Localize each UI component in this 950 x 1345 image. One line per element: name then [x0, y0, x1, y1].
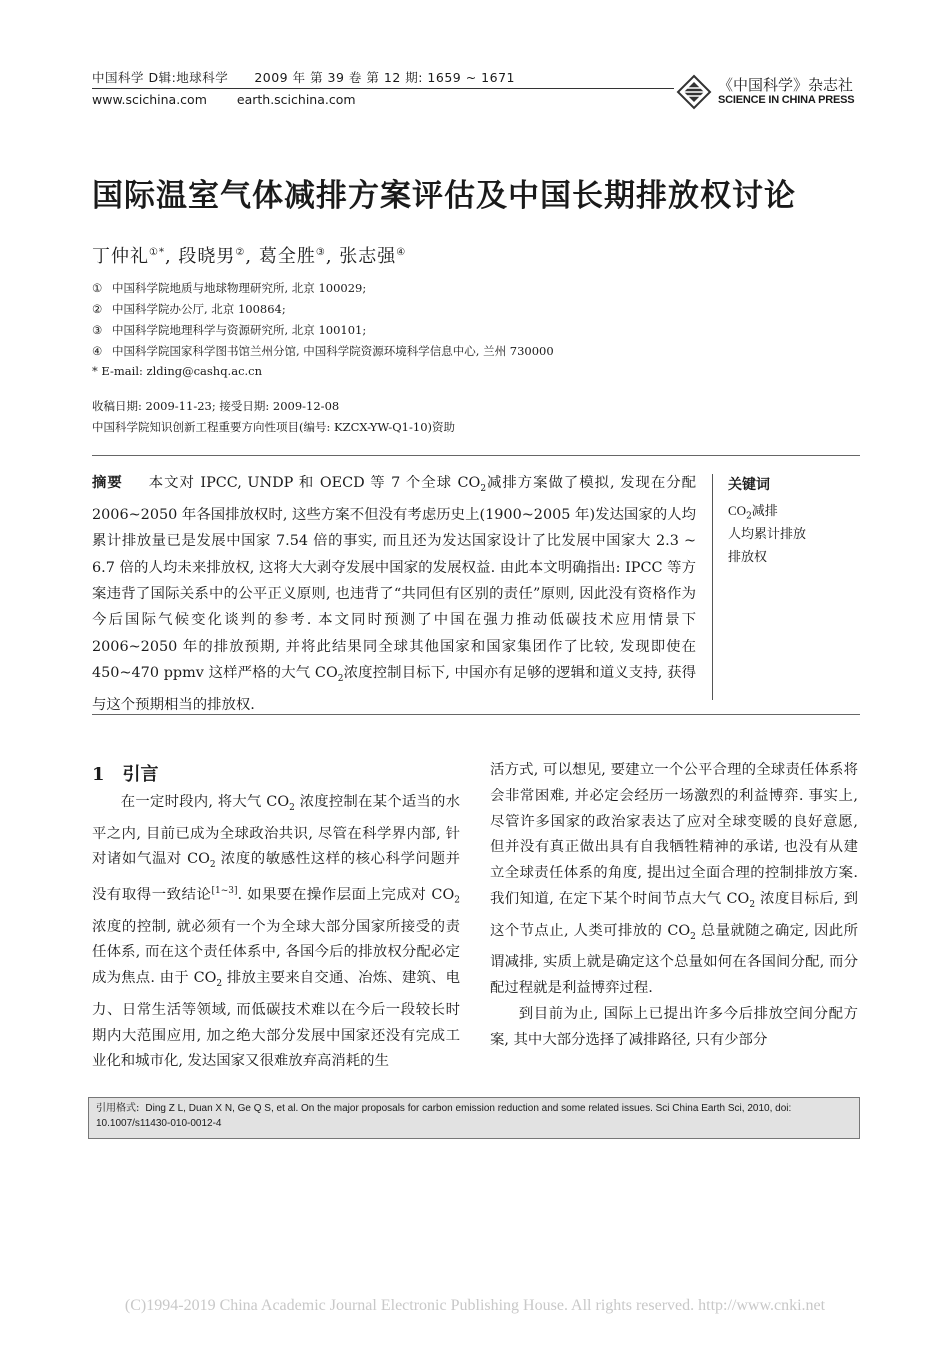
author-affil-mark: ③ [315, 247, 326, 258]
author-name: 张志强 [339, 246, 397, 267]
affiliation-item: ④ 中国科学院国家科学图书馆兰州分馆, 中国科学院资源环境科学信息中心, 兰州 730000 [92, 344, 554, 358]
copyright-footer: (C)1994-2019 China Academic Journal Electronic Publishing House. All rights reserved. http://www.cnki.net [124, 1297, 826, 1314]
author-list: 丁仲礼①*, 段晓男②, 葛全胜③, 张志强④ [92, 246, 407, 267]
publisher-name-cn: 《中国科学》杂志社 [718, 76, 854, 94]
journal-header [92, 68, 541, 86]
section-number: 1 [92, 764, 105, 785]
keyword-item: 排放权 [728, 550, 768, 565]
keyword-item: 人均累计排放 [728, 527, 807, 542]
author-affil-mark: ② [235, 247, 246, 258]
affiliation-item: ② 中国科学院办公厅, 北京 100864; [92, 302, 286, 316]
paragraph: 活方式, 可以想见, 要建立一个公平合理的全球责任体系将会非常困难, 并必定会经历一场激烈的利益博弈. 事实上, 尽管许多国家的政治家表达了应对全球变暖的良好意愿, 但并没有真正做出具有自我牺牲精神的承诺, 也没有从建立全球责任体系的角度, 提出过全面合理的控制排放方案. 我们知道, 在定下某个时间节点大气 $CO_2$ 浓度目标后, 到这个节点止, 人类可排放的 $CO_2$ 总量就随之确定, 因此所谓减排, 实质上就是确定这个总量如何在各国间分配, 而分配过程就是利益博弈过程. [490, 762, 858, 997]
section-heading [92, 760, 159, 786]
abstract-label: 摘要 [92, 475, 123, 491]
author-affil-mark: ④ [396, 247, 407, 258]
keywords-divider [712, 474, 713, 700]
author-name: 段晓男 [178, 246, 236, 267]
corresponding-email[interactable]: * E-mail: zlding@cashq.ac.cn [92, 364, 263, 378]
journal-issue: 2009 年 第 39 卷 第 12 期: 1659 ~ 1671 [254, 70, 515, 85]
citation-label: 引用格式: [96, 1103, 140, 1114]
header-rule [92, 88, 674, 89]
affiliation-item: ③ 中国科学院地理科学与资源研究所, 北京 100101; [92, 323, 367, 337]
journal-urls [92, 92, 386, 107]
journal-name: 中国科学 D辑:地球科学 [92, 70, 229, 85]
paper-title: 国际温室气体减排方案评估及中国长期排放权讨论 [92, 178, 796, 214]
reference-citation[interactable]: [1~3] [211, 886, 238, 897]
body-column-left: 在一定时段内, 将大气 $CO_2$ 浓度控制在某个适当的水平之内, 目前已成为全球政治共识, 尽管在科学界内部, 针对诸如气温对 $CO_2$ 浓度的敏感性这样的核心科学问题并没有取得一致结论[1~3]. 如果要在操作层面上完成对 $CO_2$ 浓度的控制, 就必须有一个为全球大部分国家所接受的责任体系, 而在这个责任体系中, 各国今后的排放权分配必定成为焦点. 由于 $CO_2$ 排放主要来自交通、冶炼、建筑、电力、日常生活等领域, 而低碳技术难以在今后一段较长时期内大范围应用, 加之绝大部分发展中国家还没有完成工业化和城市化, 发达国家又很难放弃高消耗的生 [92, 794, 460, 1070]
author-name: 丁仲礼 [92, 246, 149, 267]
keyword-item: $CO_2$减排 [728, 503, 778, 522]
url-scichina[interactable]: www.scichina.com [92, 92, 207, 107]
author-name: 葛全胜 [258, 246, 316, 267]
received-dates: 收稿日期: 2009-11-23; 接受日期: 2009-12-08 [92, 399, 340, 413]
publisher-logo-icon [676, 74, 712, 110]
author-affil-mark: ①* [149, 247, 165, 258]
funding-note: 中国科学院知识创新工程重要方向性项目(编号: KZCX-YW-Q1-10)资助 [92, 420, 456, 434]
citation-text: 引用格式: Ding Z L, Duan X N, Ge Q S, et al. On the major proposals for carbon emission reduction and some related issues. Sci China Earth Sci, 2010, doi: 10.1007/s11430-010-0012-4 [96, 1103, 792, 1129]
abstract-text: 摘要 本文对 IPCC, UNDP 和 OECD 等 7 个全球 $CO_2$减排方案做了模拟, 发现在分配 2006~2050 年各国排放权时, 这些方案不但没有考虑历史上(1900~2005 年)发达国家的人均累计排放量已是发展中国家 7.54 倍的事实, 而且还为发达国家设计了比发展中国家大 2.3 ~ 6.7 倍的人均未来排放权, 这将大大剥夺发展中国家的发展权益. 由此本文明确指出: IPCC 等方案违背了国际关系中的公平正义原则, 也违背了“共同但有区别的责任”原则, 因此没有资格作为今后国际气候变化谈判的参考. 本文同时预测了中国在强力推动低碳技术应用情景下 2006~2050 年的排放预期, 并将此结果同全球其他国家和国家集团作了比较, 发现即使在 450~470 ppmv 这样严格的大气 $CO_2$浓度控制目标下, 中国亦有足够的逻辑和道义支持, 获得与这个预期相当的排放权. [92, 475, 696, 714]
affiliation-item: ① 中国科学院地质与地球物理研究所, 北京 100029; [92, 281, 367, 295]
abstract-top-rule [92, 455, 860, 456]
publisher-name-en: SCIENCE IN CHINA PRESS [718, 94, 855, 106]
url-earth[interactable]: earth.scichina.com [236, 92, 356, 107]
abstract-bottom-rule [92, 714, 860, 715]
paragraph: 到目前为止, 国际上已提出许多今后排放空间分配方案, 其中大部分选择了减排路径, 只有少部分 [490, 1005, 858, 1048]
keywords-title: 关键词 [728, 477, 770, 493]
body-column-right [490, 758, 858, 1054]
section-title: 引言 [122, 764, 159, 785]
